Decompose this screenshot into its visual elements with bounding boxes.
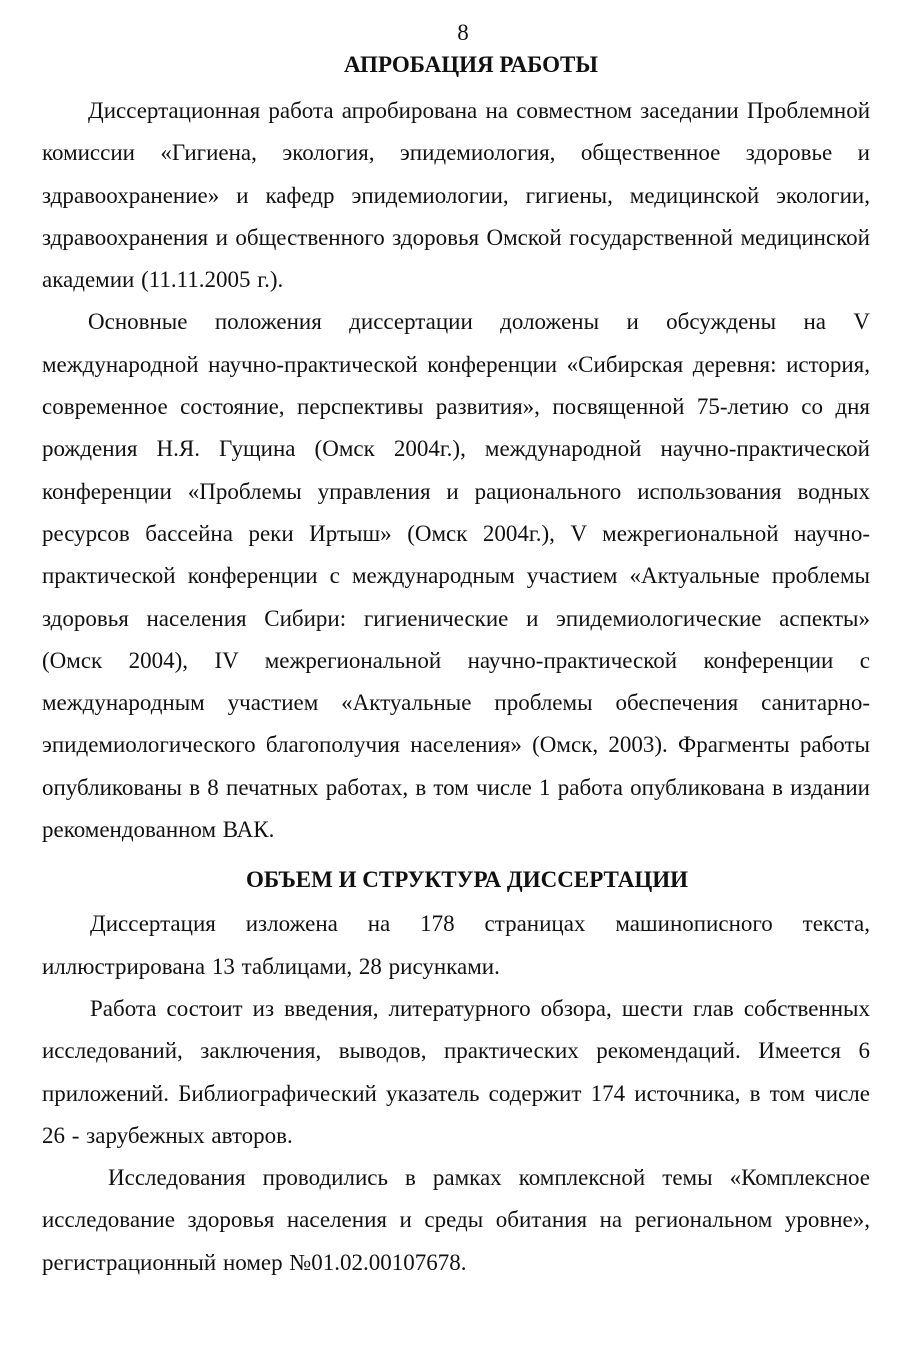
- page-number: 8: [457, 20, 469, 45]
- document-page: [42, 18, 870, 1284]
- section-heading-approbation: АПРОБАЦИЯ РАБОТЫ: [344, 52, 598, 77]
- paragraph-structure-1: Диссертация изложена на 178 страницах машинописного текста, иллюстрирована 13 таблицами, 28 рисунками.: [42, 911, 870, 979]
- section-approbation: [42, 50, 870, 851]
- paragraph-structure-2: Работа состоит из введения, литературного обзора, шести глав собственных исследований, заключения, выводов, практических рекомендаций. Имеется 6 приложений. Библиографический указатель содержит 174 источника, в том числе 26 - зарубежных авторов.: [42, 995, 870, 1148]
- paragraph-approbation-2: Основные положения диссертации доложены и обсуждены на V международной научно-практической конференции «Сибирская деревня: история, современное состояние, перспективы развития», посвященной 75-летию со дня рождения Н.Я. Гущина (Омск 2004г.), международной научно-практической конференции «Проблемы управления и рационального использования водных ресурсов бассейна реки Иртыш» (Омск 2004г.), V межрегиональной научно-практической конференции с международным участием «Актуальные проблемы здоровья населения Сибири: гигиенические и эпидемиологические аспекты» (Омск 2004), IV межрегиональной научно-практической конференции с международным участием «Актуальные проблемы обеспечения санитарно-эпидемиологического благополучия населения» (Омск, 2003). Фрагменты работы опубликованы в 8 печатных работах, в том числе 1 работа опубликована в издании рекомендованном ВАК.: [42, 309, 870, 843]
- section-heading-structure: ОБЪЕМ И СТРУКТУРА ДИССЕРТАЦИИ: [245, 867, 688, 893]
- paragraph-structure-3: Исследования проводились в рамках комплексной темы «Комплексное исследование здоровья населения и среды обитания на региональном уровне», регистрационный номер №01.02.00107678.: [42, 1165, 870, 1275]
- section-structure: [42, 865, 870, 1284]
- paragraph-approbation-1: Диссертационная работа апробирована на совместном заседании Проблемной комиссии «Гигиена, экология, эпидемиология, общественное здоровье и здравоохранение» и кафедр эпидемиологии, гигиены, медицинской экологии, здравоохранения и общественного здоровья Омской государственной медицинской академии (11.11.2005 г.).: [42, 98, 870, 293]
